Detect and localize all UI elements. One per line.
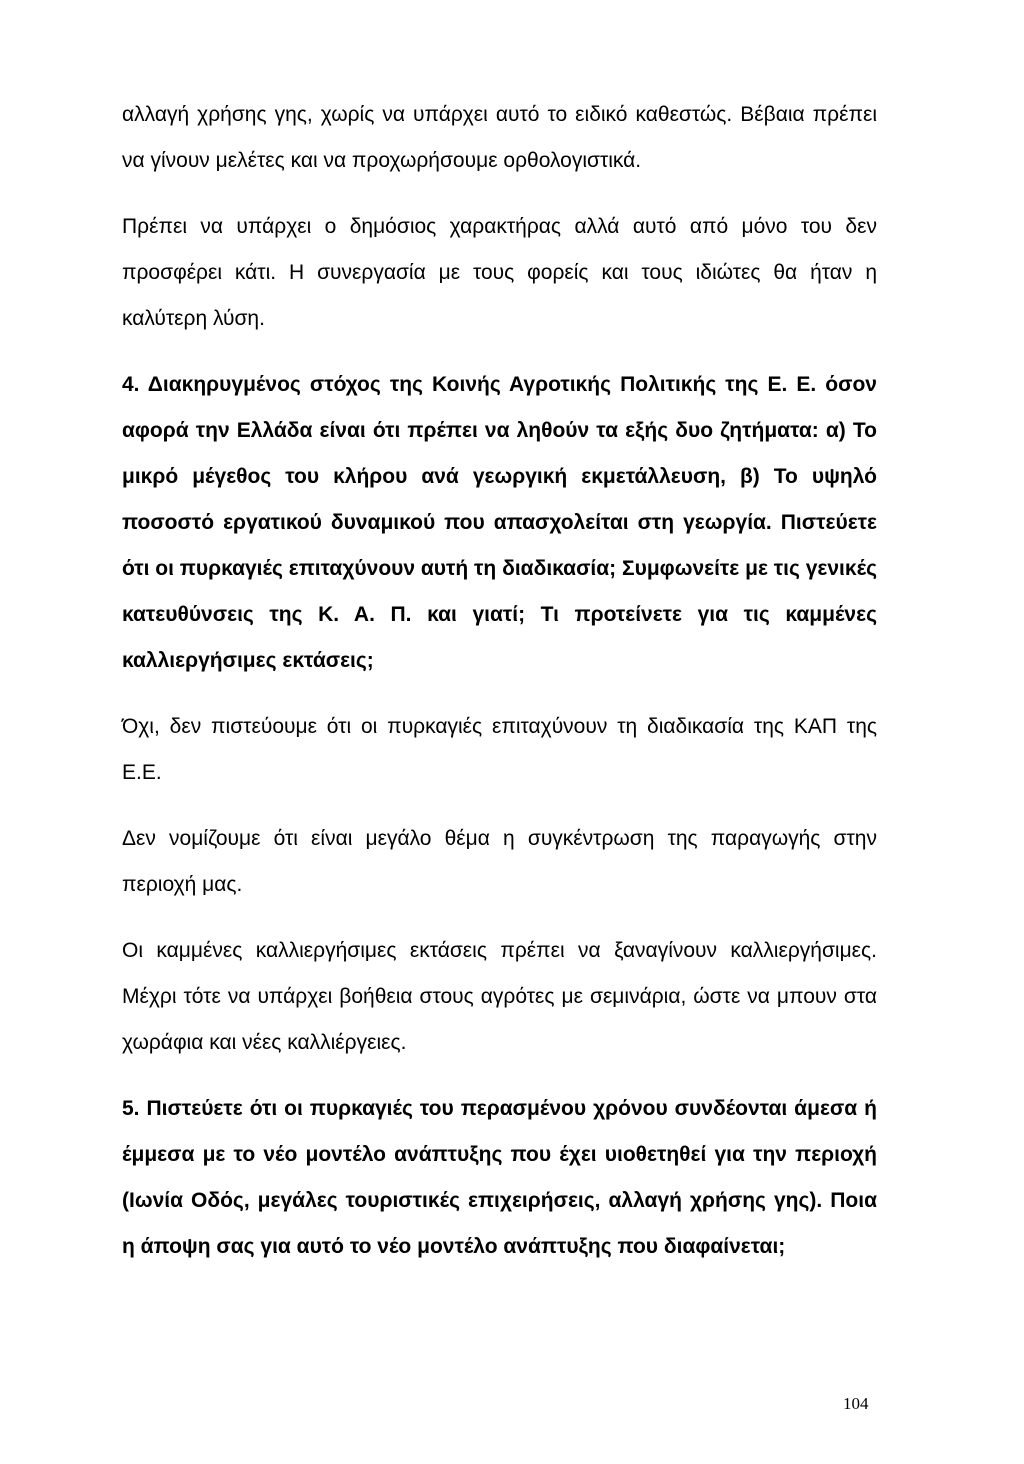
paragraph-land-use: αλλαγή χρήσης γης, χωρίς να υπάρχει αυτό το ειδικό καθεστώς. Βέβαια πρέπει να γίνουν μελέτες και να προχωρήσουμε ορθολογιστικά. [122, 103, 877, 172]
document-body [122, 92, 877, 1270]
paragraph-public-character: Πρέπει να υπάρχει ο δημόσιος χαρακτήρας αλλά αυτό από μόνο του δεν προσφέρει κάτι. Η συνεργασία με τους φορείς και τους ιδιώτες θα ήταν η καλύτερη λύση. [122, 215, 877, 330]
question-5: 5. Πιστεύετε ότι οι πυρκαγιές του περασμένου χρόνου συνδέονται άμεσα ή έμμεσα με το νέο μοντέλο ανάπτυξης που έχει υιοθετηθεί για την περιοχή (Ιωνία Οδός, μεγάλες τουριστικές επιχειρήσεις, αλλαγή χρήσης γης). Ποια η άποψη σας για αυτό το νέο μοντέλο ανάπτυξης που διαφαίνεται; [122, 1097, 877, 1258]
answer-4-concentration: Δεν νομίζουμε ότι είναι μεγάλο θέμα η συγκέντρωση της παραγωγής στην περιοχή μας. [122, 827, 877, 896]
answer-4-fires: Όχι, δεν πιστεύουμε ότι οι πυρκαγιές επιταχύνουν τη διαδικασία της ΚΑΠ της Ε.Ε. [122, 715, 877, 784]
answer-4-burnt-land: Οι καμμένες καλλιεργήσιμες εκτάσεις πρέπει να ξαναγίνουν καλλιεργήσιμες. Μέχρι τότε να υπάρχει βοήθεια στους αγρότες με σεμινάρια, ώστε να μπουν στα χωράφια και νέες καλλιέργειες. [122, 939, 877, 1054]
question-4: 4. Διακηρυγμένος στόχος της Κοινής Αγροτικής Πολιτικής της Ε. Ε. όσον αφορά την Ελλάδα είναι ότι πρέπει να ληθούν τα εξής δυο ζητήματα: α) Το μικρό μέγεθος του κλήρου ανά γεωργική εκμετάλλευση, β) Το υψηλό ποσοστό εργατικού δυναμικού που απασχολείται στη γεωργία. Πιστεύετε ότι οι πυρκαγιές επιταχύνουν αυτή τη διαδικασία; Συμφωνείτε με τις γενικές κατευθύνσεις της Κ. Α. Π. και γιατί; Τι προτείνετε για τις καμμένες καλλιεργήσιμες εκτάσεις; [122, 373, 877, 672]
page-number: 104 [843, 1394, 869, 1413]
